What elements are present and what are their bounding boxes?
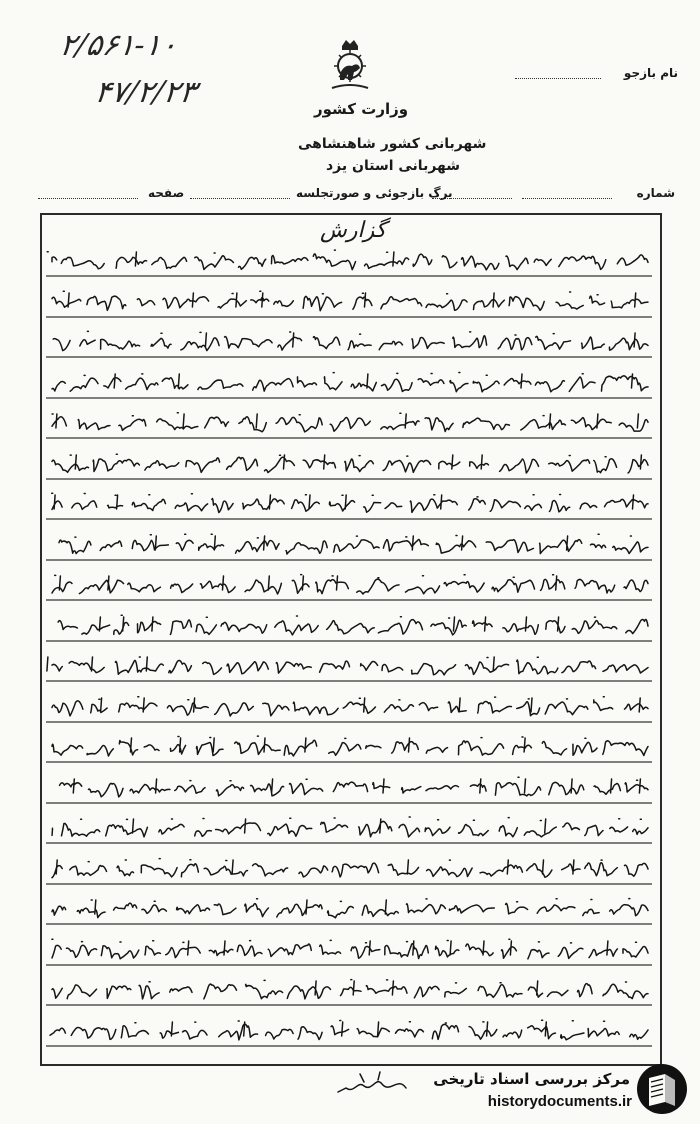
lion-and-sun-emblem-icon [326,36,374,92]
handwritten-line [46,732,652,766]
archive-url[interactable]: historydocuments.ir [487,1093,632,1110]
form-title-line-left [190,198,290,199]
handwritten-line [46,246,652,280]
handwritten-line [46,773,652,807]
handwritten-line [46,408,652,442]
handwritten-line [46,368,652,402]
handwritten-line [46,611,652,645]
handwritten-line [46,570,652,604]
page-label: صفحه [148,186,185,200]
archive-logo-icon [635,1062,689,1116]
interrogator-name-label: نام بازجو [623,66,678,80]
signature [320,1066,410,1100]
handwritten-line [46,1016,652,1050]
page-line [38,198,138,199]
archive-name: مرکز بررسی اسناد تاریخی [433,1070,630,1088]
number-label: شماره [636,186,675,200]
handwritten-line [46,651,652,685]
handwritten-line [46,530,652,564]
handwritten-line [46,287,652,321]
handwritten-line [46,935,652,969]
handwritten-line [46,894,652,928]
margin-rule [660,213,661,1066]
handwritten-line [46,327,652,361]
handwritten-line [46,692,652,726]
number-line [522,198,612,199]
file-date: ۴۷/۲/۲۳ [92,75,199,110]
handwritten-line [46,975,652,1009]
file-number: ۲/۵۶۱-۱۰ [57,28,180,63]
statement-heading: گزارش [320,218,387,243]
form-title-label: برگ بازجوئی و صورتجلسه [296,186,453,200]
handwritten-line [46,449,652,483]
handwritten-line [46,489,652,523]
interrogator-name-line [515,78,601,79]
organization-line-1: شهربانی کشور شاهنشاهی [298,136,487,152]
ministry-title: وزارت کشور [314,100,409,118]
handwritten-line [46,813,652,847]
handwritten-line [46,854,652,888]
organization-line-2: شهربانی استان یزد [326,158,461,174]
